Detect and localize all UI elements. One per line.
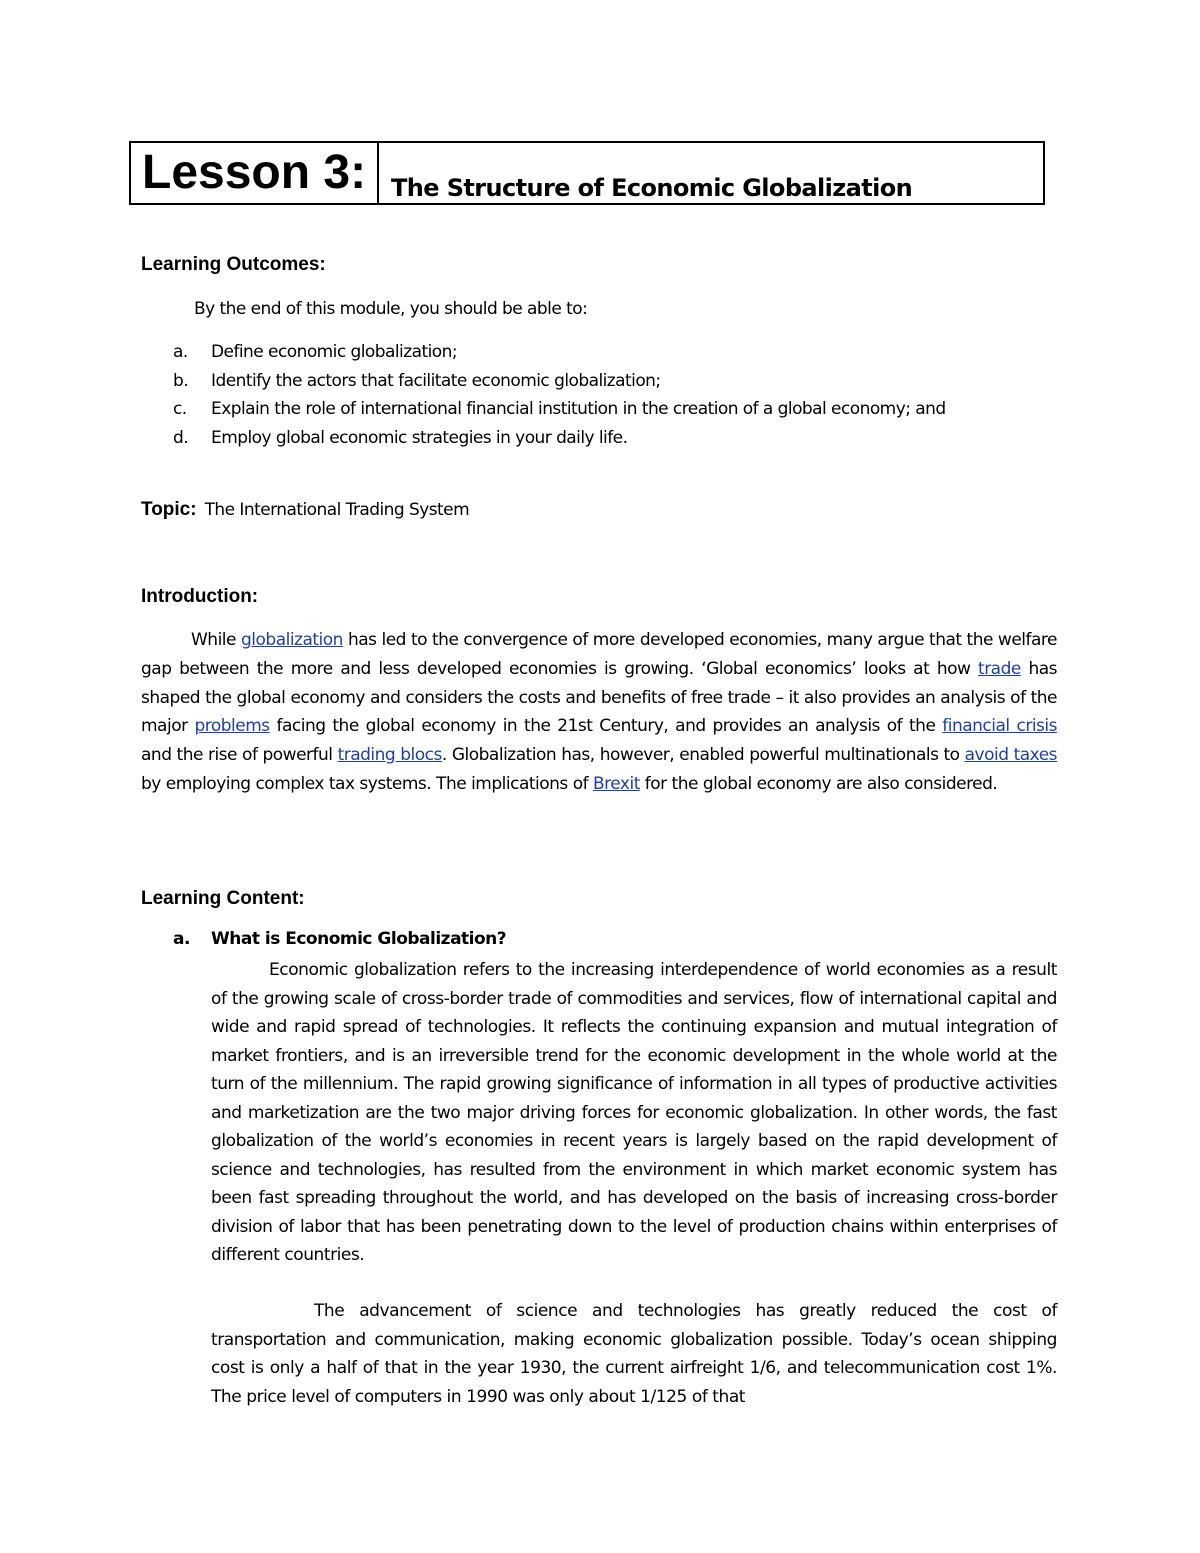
link-financial-crisis[interactable]: financial crisis xyxy=(942,716,1057,737)
section-a-title: What is Economic Globalization? xyxy=(211,929,507,949)
list-item-text: Define economic globalization; xyxy=(211,342,458,362)
list-item xyxy=(173,426,946,455)
topic-value: The International Trading System xyxy=(204,500,470,520)
learning-content-heading: Learning Content: xyxy=(141,888,305,909)
lesson-title-box xyxy=(129,141,1045,205)
lesson-title: The Structure of Economic Globalization xyxy=(391,174,913,202)
list-item-text: Explain the role of international financial institution in the creation of a global economy; and xyxy=(211,399,946,420)
introduction-paragraph: While globalization has led to the convergence of more developed economies, many argue that the welfare gap between the more and less developed economies is growing. ‘Global economics’ looks at how trade has shaped the global economy and considers the costs and benefits of free trade – it also provides an analysis of the major problems facing the global economy in the 21st Century, and provides an analysis of the financial crisis and the rise of powerful trading blocs. Globalization has, however, enabled powerful multinationals to avoid taxes by employing complex tax systems. The implications of Brexit for the global economy are also considered. xyxy=(141,630,1058,794)
link-globalization[interactable]: globalization xyxy=(240,630,343,650)
link-brexit[interactable]: Brexit xyxy=(592,773,640,794)
section-a-paragraph-1: Economic globalization refers to the increasing interdependence of world economies as a result of the growing scale of cross-border trade of commodities and services, flow of international capital and wide and rapid spread of technologies. It reflects the continuing expansion and mutual integration of market frontiers, and is an irreversible trend for the economic development in the whole world at the turn of the millennium. The rapid growing significance of information in all types of productive activities and marketization are the two major driving forces for economic globalization. In other words, the fast globalization of the world’s economies in recent years is largely based on the rapid development of science and technologies, has resulted from the environment in which market economic system has been fast spreading throughout the world, and has developed on the basis of increasing cross-border division of labor that has been penetrating down to the level of production chains within enterprises of different countries. xyxy=(211,960,1057,1265)
learning-outcomes-list xyxy=(173,340,946,455)
list-item xyxy=(173,397,946,426)
list-item xyxy=(173,369,946,398)
introduction-heading: Introduction: xyxy=(141,586,259,607)
list-item xyxy=(173,340,946,369)
link-problems[interactable]: problems xyxy=(194,716,270,737)
lesson-number: Lesson 3: xyxy=(131,143,379,203)
learning-outcomes-heading: Learning Outcomes: xyxy=(141,254,326,275)
list-item-text: Employ global economic strategies in your daily life. xyxy=(211,428,628,449)
section-a-marker: a. xyxy=(173,929,190,949)
list-marker: a. xyxy=(173,342,188,362)
section-a-paragraph-2: The advancement of science and technologies has greatly reduced the cost of transportation and communication, making economic globalization possible. Today’s ocean shipping cost is only a half of that in the year 1930, the current airfreight 1/6, and telecommunication cost 1%. The price level of computers in 1990 was only about 1/125 of that xyxy=(211,1301,1057,1407)
topic-line xyxy=(141,499,469,521)
topic-label: Topic: xyxy=(141,499,197,520)
learning-outcomes-intro: By the end of this module, you should be able to: xyxy=(194,299,588,319)
link-avoid-taxes[interactable]: avoid taxes xyxy=(964,745,1058,765)
link-trade[interactable]: trade xyxy=(978,658,1021,679)
list-marker: d. xyxy=(173,428,189,449)
list-marker: b. xyxy=(173,370,189,391)
link-trading-blocs[interactable]: trading blocs xyxy=(337,745,442,765)
list-item-text: Identify the actors that facilitate economic globalization; xyxy=(211,370,661,391)
list-marker: c. xyxy=(173,399,187,420)
section-a-heading xyxy=(173,929,506,949)
